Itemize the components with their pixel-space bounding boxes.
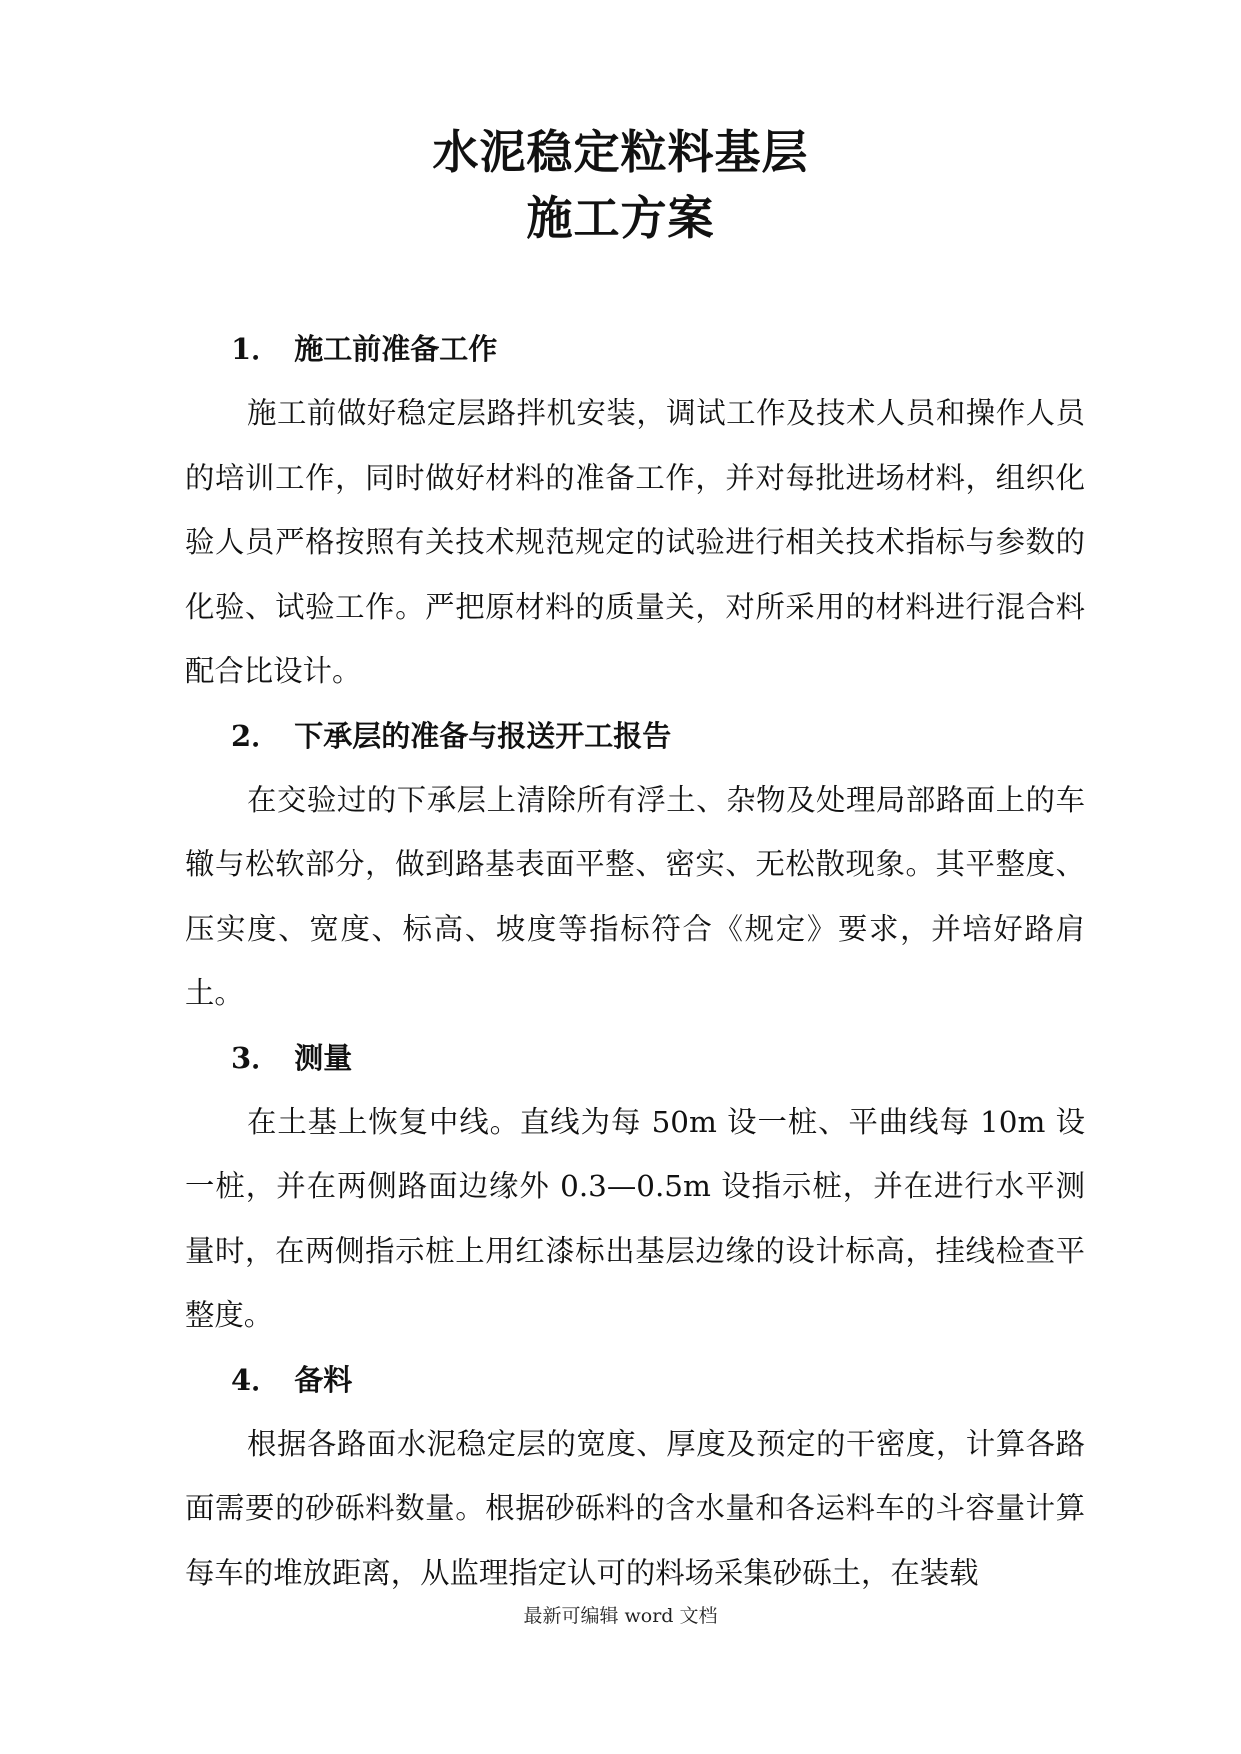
section-number: 3． xyxy=(231,1040,281,1075)
section-number: 4． xyxy=(231,1362,281,1397)
section-heading-2 xyxy=(185,704,1085,768)
section-heading-1 xyxy=(185,317,1085,381)
section-heading-3 xyxy=(185,1026,1085,1090)
document-body xyxy=(185,317,1085,1605)
section-number: 2． xyxy=(231,718,281,753)
section-paragraph-1: 施工前做好稳定层路拌机安装，调试工作及技术人员和操作人员的培训工作，同时做好材料的准备工作，并对每批进场材料，组织化验人员严格按照有关技术规范规定的试验进行相关技术指标与参数的化验、试验工作。严把原材料的质量关，对所采用的材料进行混合料配合比设计。 xyxy=(185,396,1085,688)
document-title-line1: 水泥稳定粒料基层 xyxy=(432,125,809,179)
section-paragraph-3: 在土基上恢复中线。直线为每 50m 设一桩、平曲线每 10m 设一桩，并在两侧路面边缘外 0.3—0.5m 设指示桩，并在进行水平测量时，在两侧指示桩上用红漆标出基层边缘的设计标高，挂线检查平整度。 xyxy=(185,1104,1085,1332)
section-paragraph-4: 根据各路面水泥稳定层的宽度、厚度及预定的干密度，计算各路面需要的砂砾料数量。根据砂砾料的含水量和各运料车的斗容量计算每车的堆放距离，从监理指定认可的料场采集砂砾土，在装载 xyxy=(185,1426,1085,1590)
section-number: 1． xyxy=(231,332,281,366)
section-paragraph-2: 在交验过的下承层上清除所有浮土、杂物及处理局部路面上的车辙与松软部分，做到路基表面平整、密实、无松散现象。其平整度、压实度、宽度、标高、坡度等指标符合《规定》要求，并培好路肩土。 xyxy=(185,782,1085,1010)
section-title: 备料 xyxy=(294,1362,353,1397)
document-title-line2: 施工方案 xyxy=(526,191,715,245)
section-title: 下承层的准备与报送开工报告 xyxy=(294,718,672,753)
section-title: 施工前准备工作 xyxy=(294,332,498,366)
section-title: 测量 xyxy=(294,1040,353,1075)
page-footer: 最新可编辑 word 文档 xyxy=(523,1605,718,1627)
section-heading-4 xyxy=(185,1348,1085,1412)
